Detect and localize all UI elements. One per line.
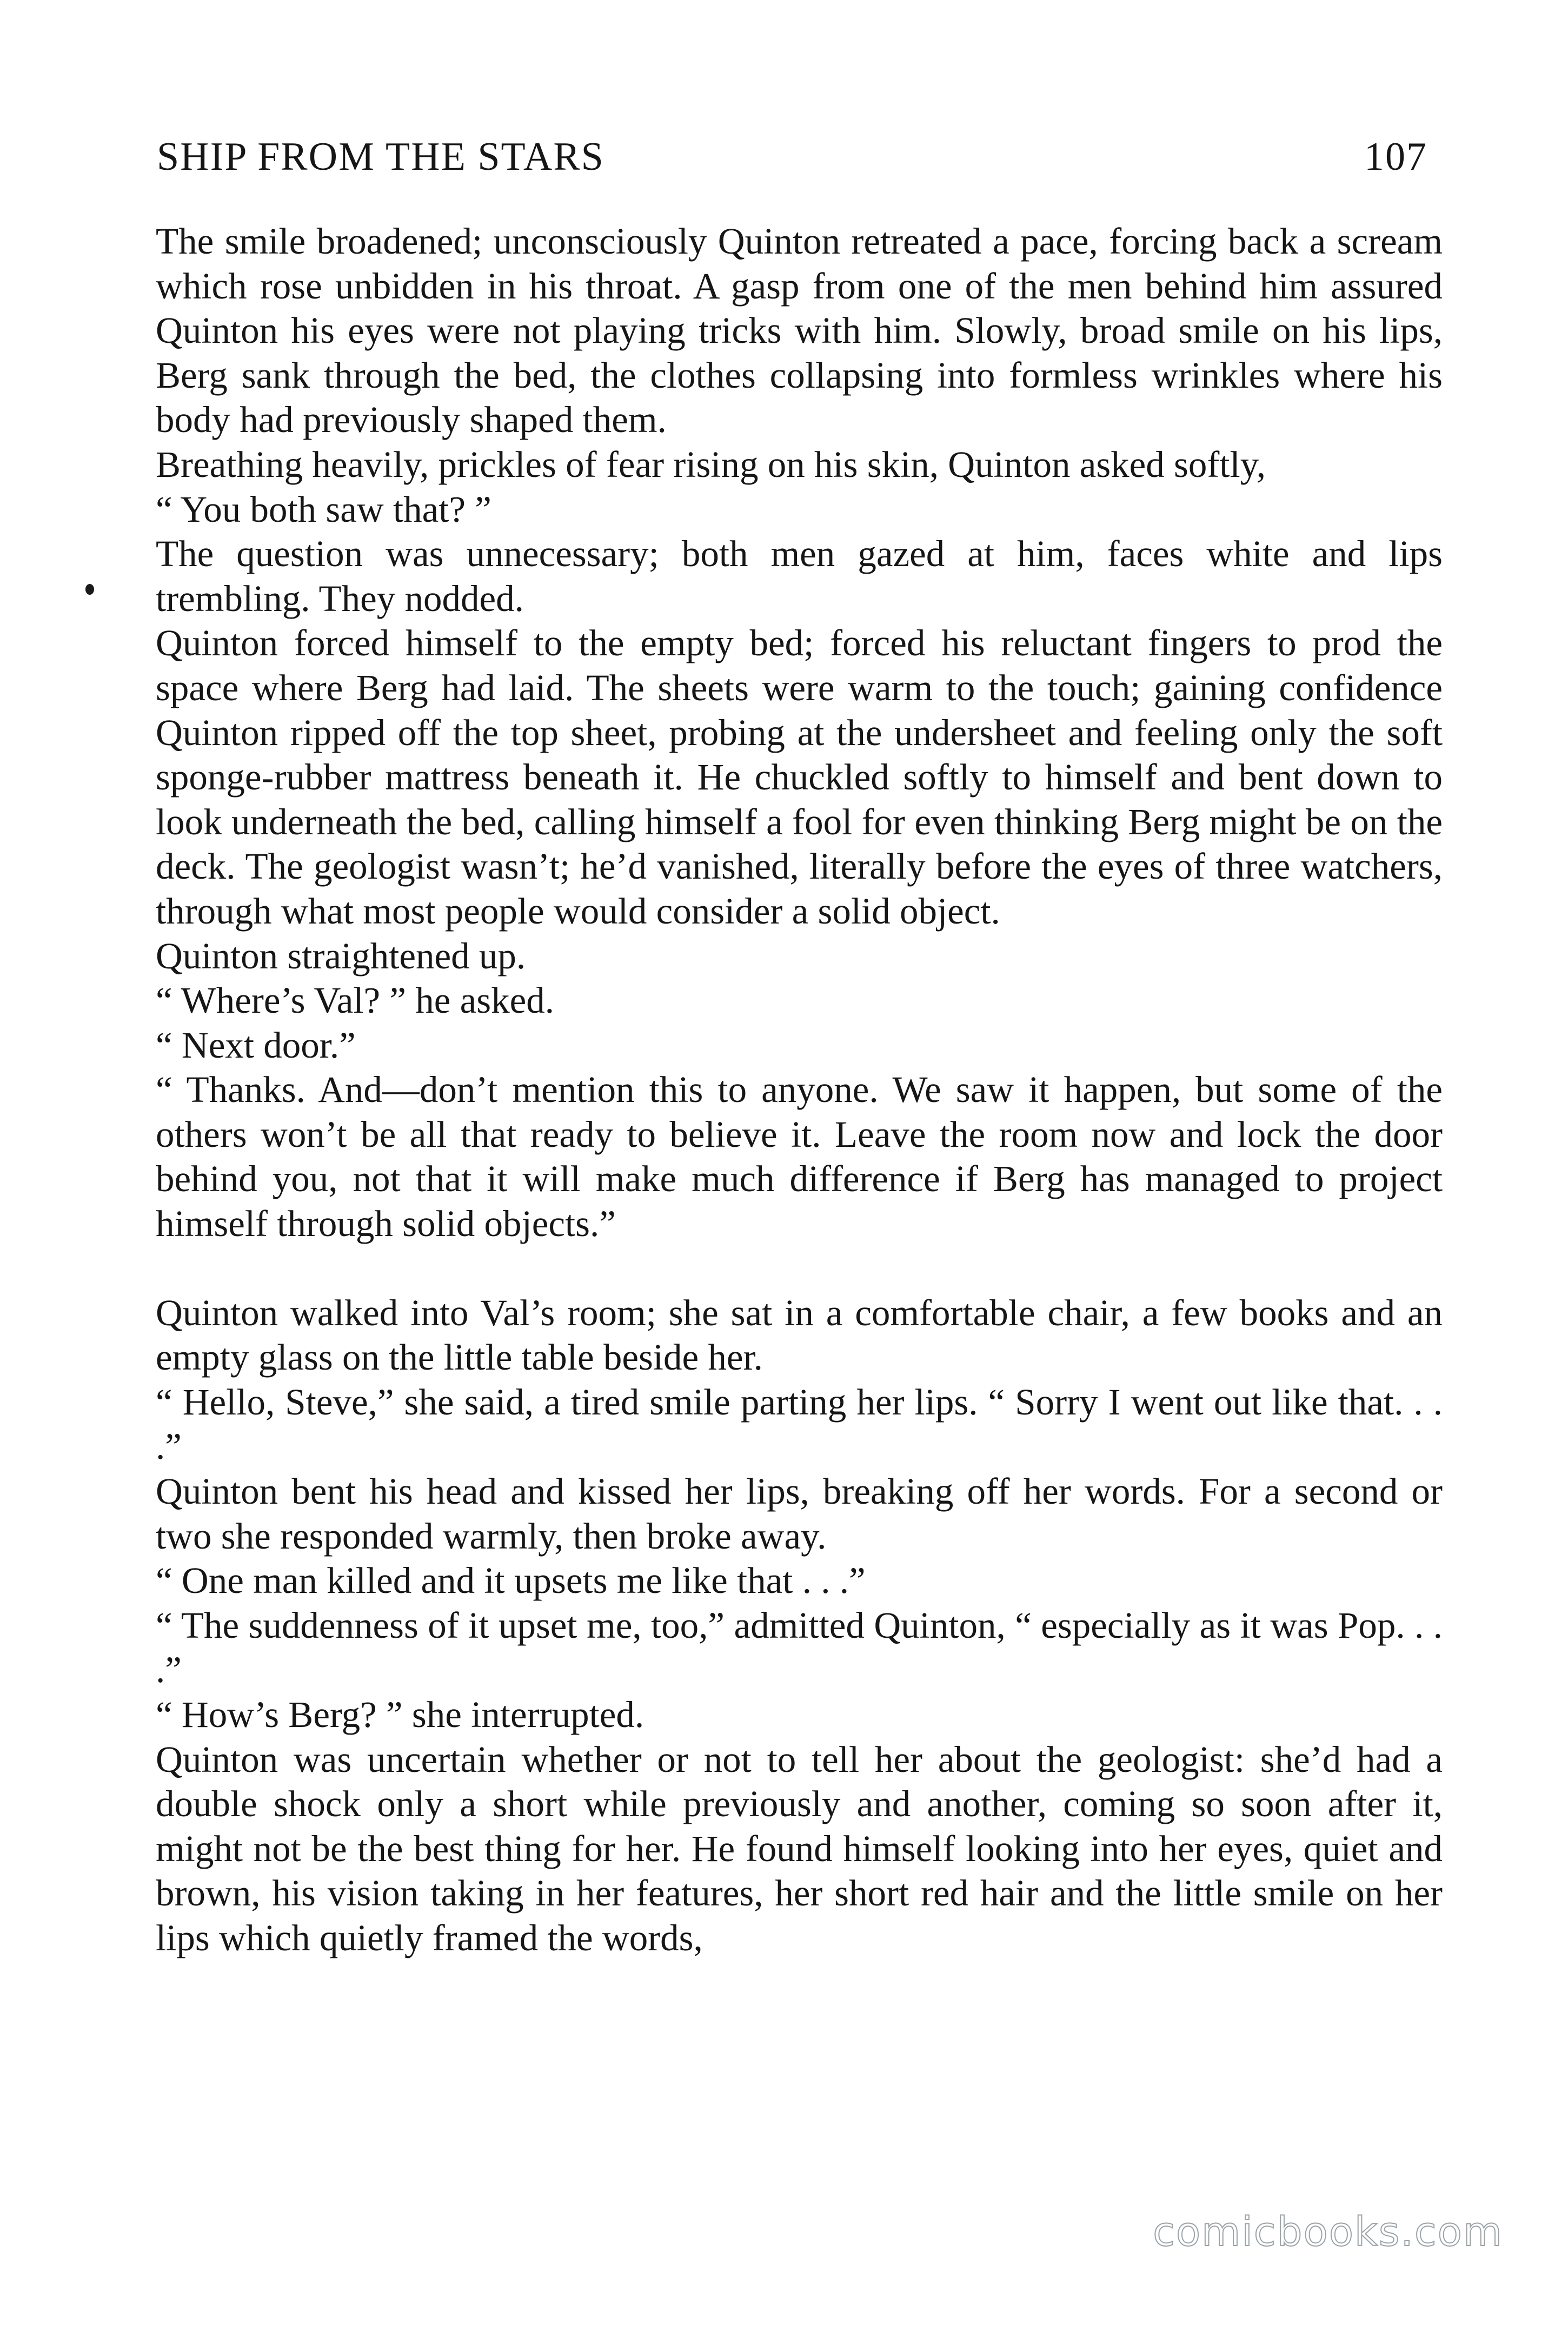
paragraph: “ Hello, Steve,” she said, a tired smile parting her lips. “ Sorry I went out like that. . . .” [156,1381,1443,1467]
paragraph: “ Where’s Val? ” he asked. [156,980,554,1021]
paragraph: “ How’s Berg? ” she interrupted. [156,1694,645,1735]
paragraph: “ Next door.” [156,1024,356,1066]
ink-speck [85,584,94,595]
body-text [156,219,1443,1961]
paragraph: The smile broadened; unconsciously Quinton retreated a pace, forcing back a scream which rose unbidden in his throat. A gasp from one of the men behind him assured Quinton his eyes were not playing tricks with him. Slowly, broad smile on his lips, Berg sank through the bed, the clothes collapsing into formless wrinkles where his body had previously shaped them. [156,221,1443,441]
paragraph: “ Thanks. And—don’t mention this to anyone. We saw it happen, but some of the others won’t be all that ready to believe it. Leave the room now and lock the door behind you, not that it will make much difference if Berg has managed to project himself through solid objects.” [156,1069,1443,1245]
page-number: 107 [1364,135,1427,179]
paragraph: The question was unnecessary; both men gazed at him, faces white and lips trembling. They nodded. [156,533,1443,619]
paragraph: Quinton straightened up. [156,935,526,976]
watermark: comicbooks.com [1153,2209,1503,2255]
paragraph: Quinton walked into Val’s room; she sat in a comfortable chair, a few books and an empty glass on the little table beside her. [156,1292,1443,1378]
paragraph: “ You both saw that? ” [156,488,491,530]
running-title: SHIP FROM THE STARS [157,135,604,179]
paragraph: Quinton forced himself to the empty bed; forced his reluctant fingers to prod the space where Berg had laid. The sheets were warm to the touch; gaining confidence Quinton ripped off the top sheet, probing at the undersheet and feeling only the soft sponge-rubber mattress beneath it. He chuckled softly to himself and bent down to look underneath the bed, calling himself a fool for even thinking Berg might be on the deck. The geologist wasn’t; he’d vanished, literally before the eyes of three watchers, through what most people would consider a solid object. [156,622,1443,932]
paragraph: “ One man killed and it upsets me like that . . .” [156,1560,866,1602]
paragraph: Quinton bent his head and kissed her lips, breaking off her words. For a second or two she responded warmly, then broke away. [156,1471,1443,1557]
paragraph: Breathing heavily, prickles of fear rising on his skin, Quinton asked softly, [156,443,1266,485]
paragraph: “ The suddenness of it upset me, too,” admitted Quinton, “ especially as it was Pop. . . .” [156,1604,1443,1691]
running-head [157,127,1427,187]
paragraph: Quinton was uncertain whether or not to tell her about the geologist: she’d had a double shock only a short while previously and another, coming so soon after it, might not be the best thing for her. He found himself looking into her eyes, quiet and brown, his vision taking in her features, her short red hair and the little smile on her lips which quietly framed the words, [156,1738,1443,1958]
